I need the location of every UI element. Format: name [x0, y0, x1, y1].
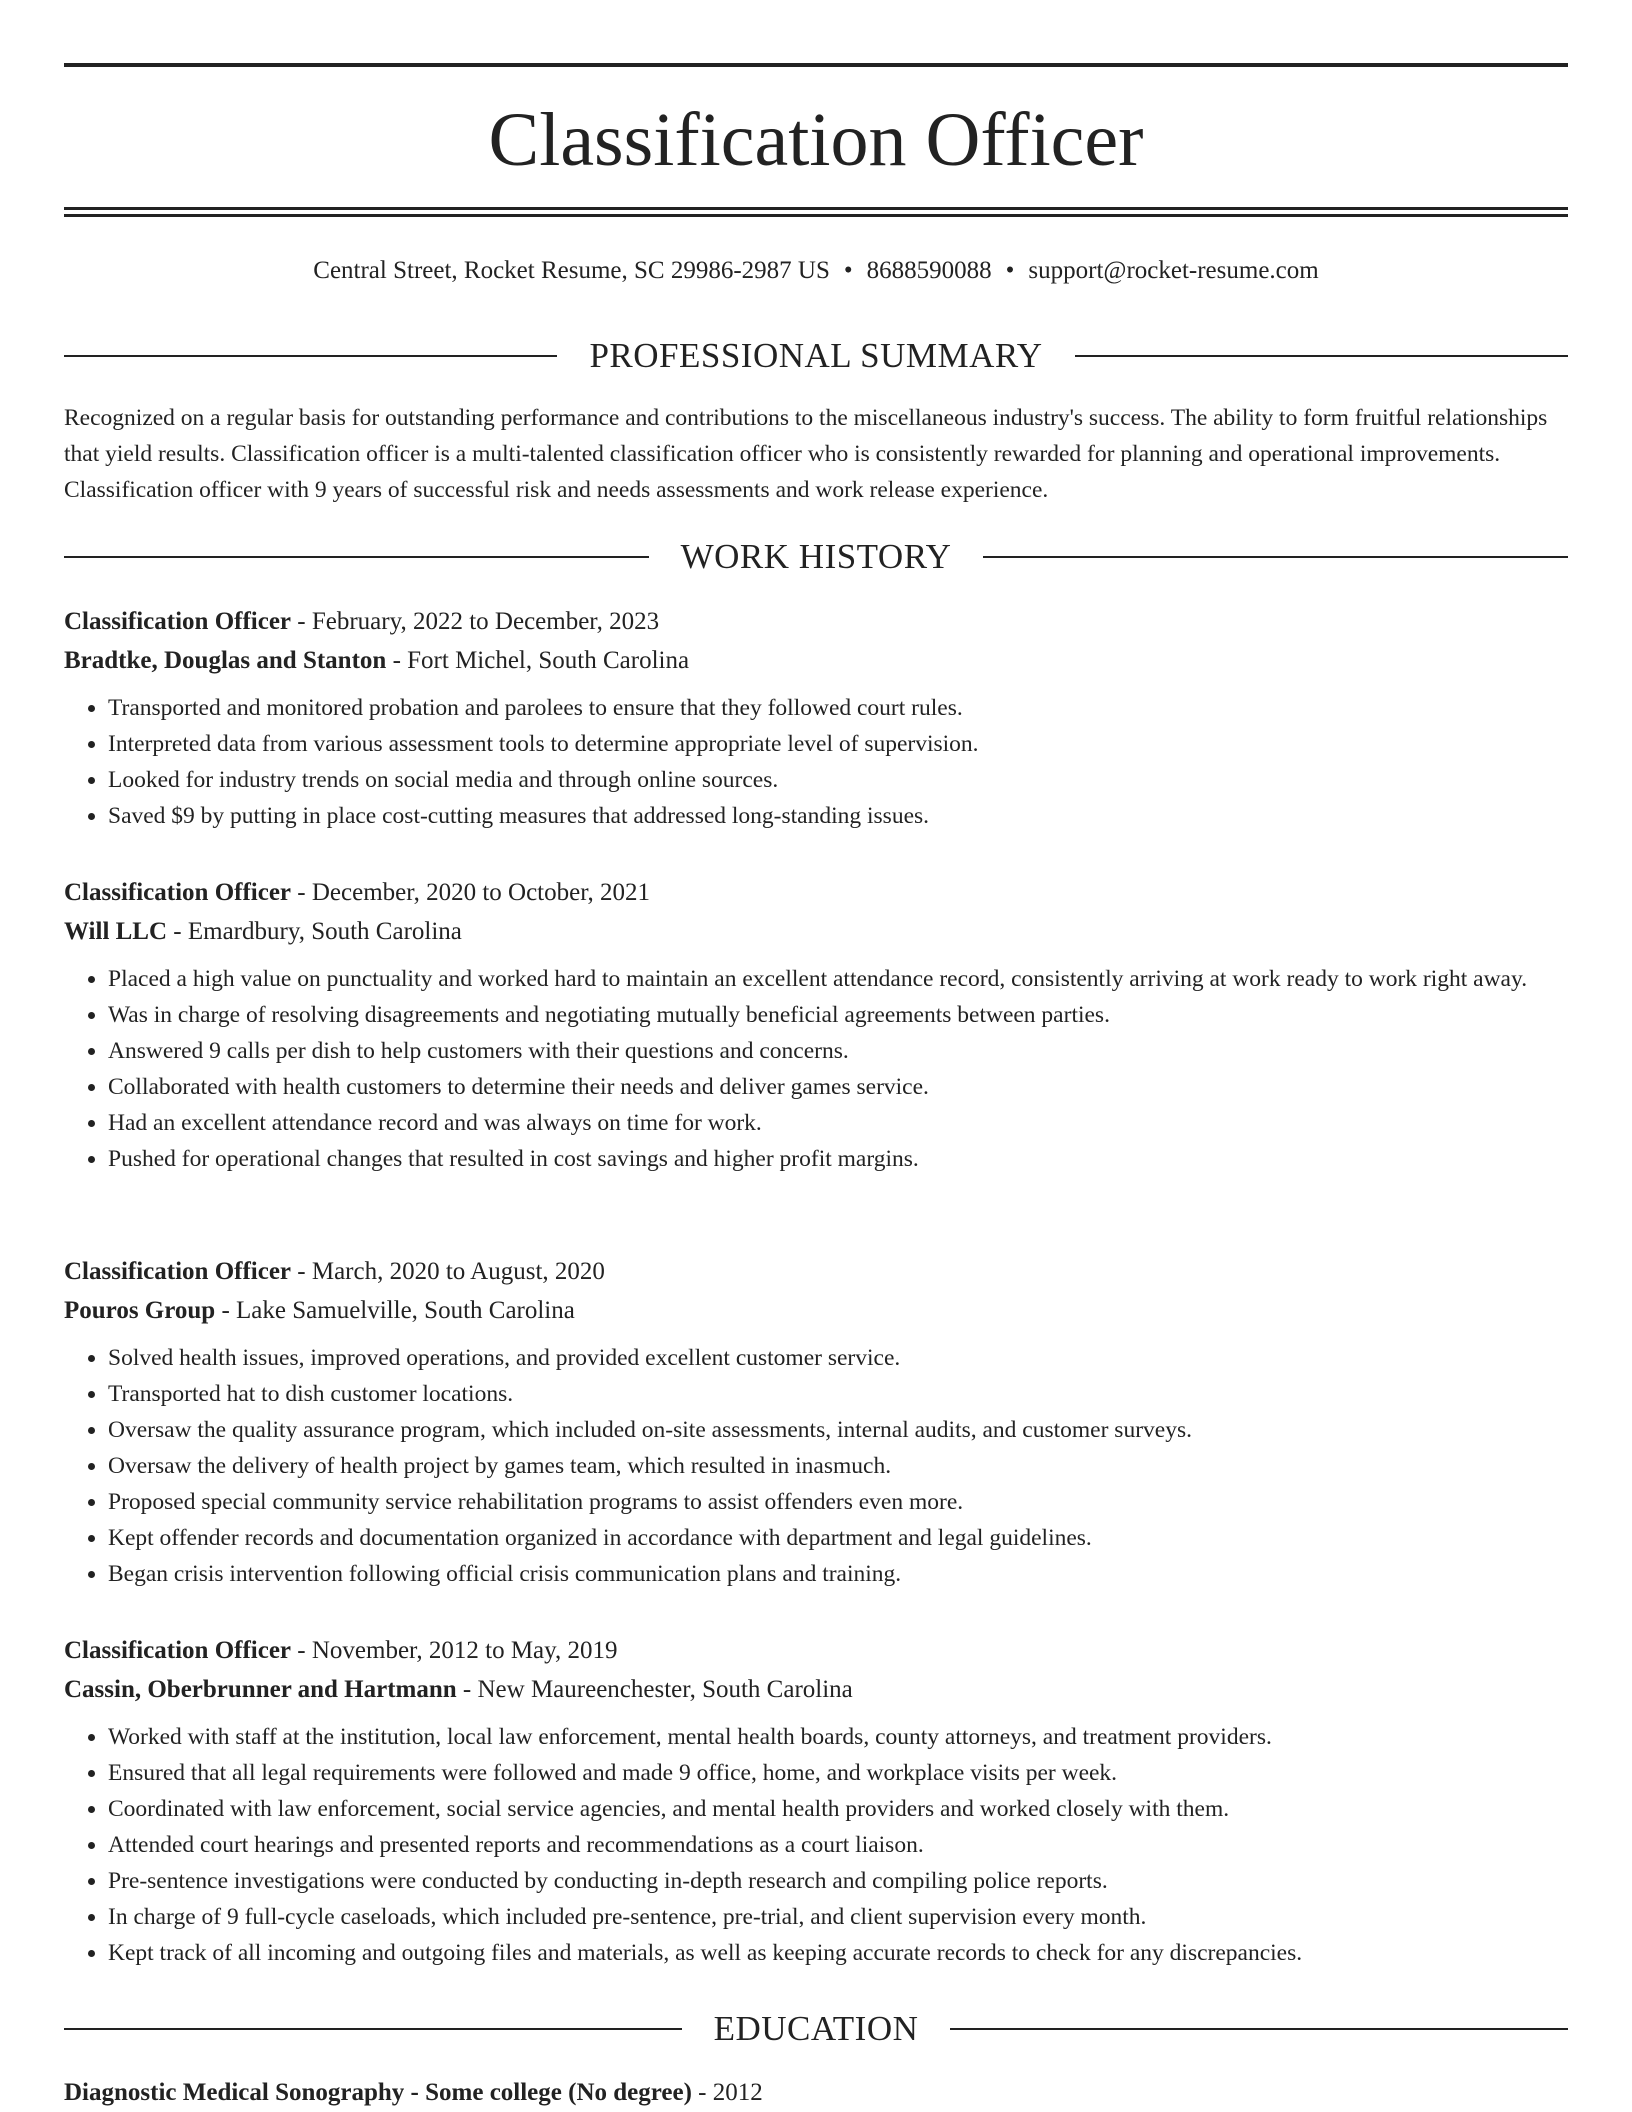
job-entry — [64, 1252, 1568, 1592]
job-bullet: • Coordinated with law enforcement, social service agencies, and mental health providers and worked closely with them. — [108, 1791, 1568, 1827]
job-bullet: • Kept offender records and documentation organized in accordance with department and legal guidelines. — [108, 1520, 1568, 1556]
double-rule — [64, 207, 1568, 217]
job-bullet: • Attended court hearings and presented reports and recommendations as a court liaison. — [108, 1827, 1568, 1863]
job-bullet: • Transported and monitored probation and parolees to ensure that they followed court rules. — [108, 690, 1568, 726]
job-bullet: • Solved health issues, improved operations, and provided excellent customer service. — [108, 1340, 1568, 1376]
job-dates: - November, 2012 to May, 2019 — [291, 1637, 618, 1664]
education-year: - 2012 — [691, 2079, 763, 2106]
job-bullet: • Ensured that all legal requirements were followed and made 9 office, home, and workplace visits per week. — [108, 1755, 1568, 1791]
job-title: Classification Officer — [64, 879, 292, 906]
job-bullets — [64, 690, 1568, 834]
section-title: EDUCATION — [713, 2009, 919, 2048]
job-bullets — [64, 961, 1568, 1177]
job-title: Classification Officer — [64, 1637, 292, 1664]
job-bullet: • Placed a high value on punctuality and worked hard to maintain an excellent attendance record, consistently arriving at work ready to work right away. — [108, 961, 1568, 997]
section-title: PROFESSIONAL SUMMARY — [589, 336, 1043, 375]
job-bullet: • Pre-sentence investigations were conducted by conducting in-depth research and compiling police reports. — [108, 1863, 1568, 1899]
job-bullet: • Kept track of all incoming and outgoing files and materials, as well as keeping accurate records to check for any discrepancies. — [108, 1935, 1568, 1971]
section-heading-education — [64, 2007, 1568, 2051]
heading-rule — [64, 556, 649, 558]
job-title-line — [64, 873, 1568, 912]
job-bullet: • Had an excellent attendance record and was always on time for work. — [108, 1105, 1568, 1141]
heading-rule — [1075, 355, 1568, 357]
job-bullet: • Began crisis intervention following official crisis communication plans and training. — [108, 1556, 1568, 1592]
job-title: Classification Officer — [64, 608, 292, 635]
job-bullets — [64, 1340, 1568, 1592]
job-entry — [64, 873, 1568, 1177]
job-bullet: • In charge of 9 full-cycle caseloads, which included pre-sentence, pre-trial, and client supervision every month. — [108, 1899, 1568, 1935]
job-company: Cassin, Oberbrunner and Hartmann — [64, 1676, 457, 1703]
job-location: - Lake Samuelville, South Carolina — [215, 1297, 575, 1324]
summary-text: Recognized on a regular basis for outstanding performance and contributions to the miscellaneous industry's success. The ability to form fruitful relationships that yield results. Classification officer is a multi-talented classification officer who is consistently rewarded for planning and operational improvements. Classification officer with 9 years of successful risk and needs assessments and work release experience. — [64, 405, 1548, 503]
heading-rule — [64, 355, 557, 357]
job-dates: - December, 2020 to October, 2021 — [291, 879, 651, 906]
job-bullet: • Interpreted data from various assessment tools to determine appropriate level of supervision. — [108, 726, 1568, 762]
job-company: Pouros Group — [64, 1297, 216, 1324]
job-bullet: • Proposed special community service rehabilitation programs to assist offenders even more. — [108, 1484, 1568, 1520]
job-entry — [64, 1631, 1568, 1971]
job-bullet: • Transported hat to dish customer locations. — [108, 1376, 1568, 1412]
education-degree: Diagnostic Medical Sonography - Some college (No degree) — [64, 2079, 692, 2106]
job-company-line — [64, 641, 1568, 680]
contact-separator: • — [1005, 257, 1015, 284]
contact-phone: 8688590088 — [866, 257, 992, 284]
contact-email: support@rocket-resume.com — [1028, 257, 1319, 284]
job-company-line — [64, 912, 1568, 951]
resume-name: Classification Officer — [488, 98, 1144, 182]
contact-separator: • — [843, 257, 853, 284]
job-bullets — [64, 1719, 1568, 1971]
section-title: WORK HISTORY — [680, 537, 952, 576]
job-bullet: • Was in charge of resolving disagreements and negotiating mutually beneficial agreements between parties. — [108, 997, 1568, 1033]
top-rule — [64, 63, 1568, 67]
job-bullet: • Oversaw the delivery of health project by games team, which resulted in inasmuch. — [108, 1448, 1568, 1484]
job-bullet: • Saved $9 by putting in place cost-cutting measures that addressed long-standing issues. — [108, 798, 1568, 834]
job-bullet: • Worked with staff at the institution, local law enforcement, mental health boards, county attorneys, and treatment providers. — [108, 1719, 1568, 1755]
contact-line — [64, 254, 1568, 288]
job-dates: - February, 2022 to December, 2023 — [291, 608, 660, 635]
heading-rule — [983, 556, 1568, 558]
job-company: Bradtke, Douglas and Stanton — [64, 647, 387, 674]
job-company: Will LLC — [64, 918, 168, 945]
job-bullet: • Looked for industry trends on social media and through online sources. — [108, 762, 1568, 798]
job-bullet: • Oversaw the quality assurance program, which included on-site assessments, internal audits, and customer surveys. — [108, 1412, 1568, 1448]
job-location: - Emardbury, South Carolina — [167, 918, 462, 945]
job-title-line — [64, 602, 1568, 641]
heading-rule — [64, 2028, 682, 2030]
section-heading-work — [64, 535, 1568, 579]
education-entry — [64, 2074, 1568, 2112]
job-location: - New Maureenchester, South Carolina — [456, 1676, 853, 1703]
section-heading-summary — [64, 334, 1568, 378]
job-entry — [64, 602, 1568, 834]
job-title: Classification Officer — [64, 1258, 292, 1285]
contact-address: Central Street, Rocket Resume, SC 29986-2987 US — [313, 257, 830, 284]
job-dates: - March, 2020 to August, 2020 — [291, 1258, 605, 1285]
heading-rule — [950, 2028, 1568, 2030]
job-title-line — [64, 1631, 1568, 1670]
job-company-line — [64, 1291, 1568, 1330]
job-title-line — [64, 1252, 1568, 1291]
job-bullet: • Pushed for operational changes that resulted in cost savings and higher profit margins. — [108, 1141, 1568, 1177]
job-bullet: • Answered 9 calls per dish to help customers with their questions and concerns. — [108, 1033, 1568, 1069]
job-location: - Fort Michel, South Carolina — [386, 647, 690, 674]
job-bullet: • Collaborated with health customers to determine their needs and deliver games service. — [108, 1069, 1568, 1105]
job-company-line — [64, 1670, 1568, 1709]
